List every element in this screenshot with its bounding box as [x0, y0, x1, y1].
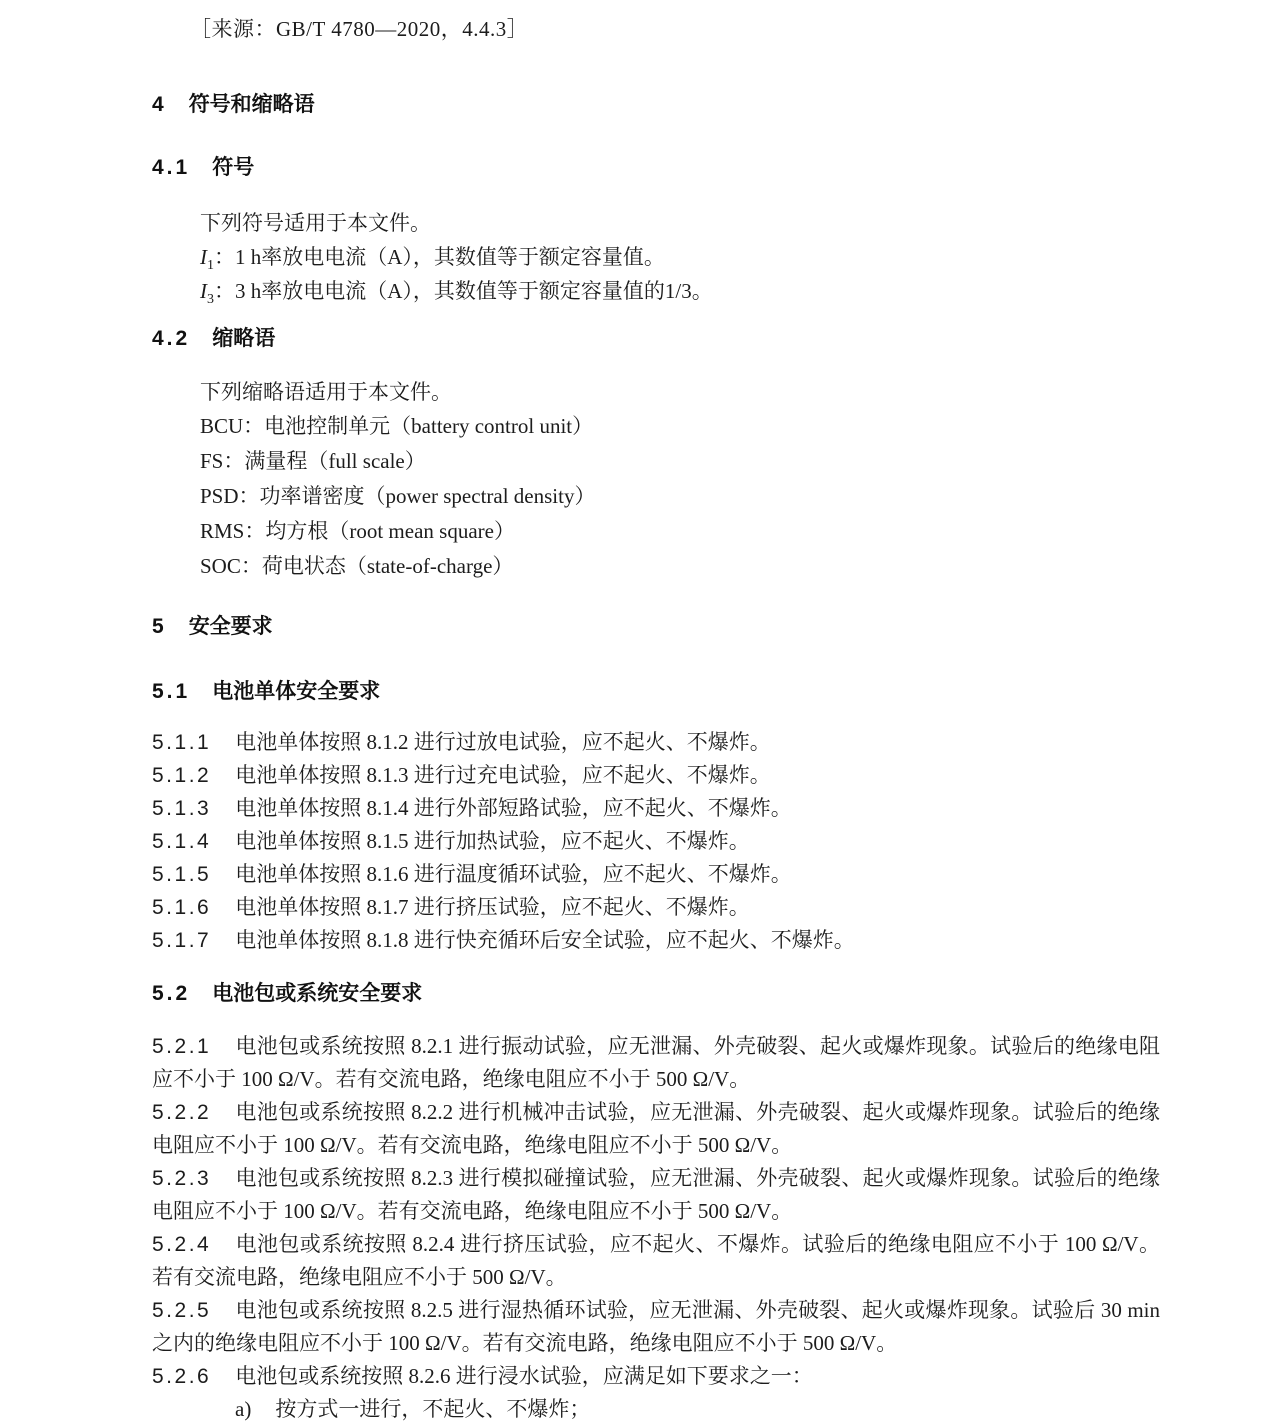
symbol-i1: I	[200, 245, 207, 269]
clause-number: 5.2.3	[152, 1167, 212, 1190]
clause-number: 5.1.6	[152, 896, 212, 919]
abbreviation-item: PSD：功率谱密度（power spectral density）	[200, 484, 596, 508]
section-4-1-number: 4.1	[152, 156, 191, 179]
clause-text: 电池单体按照 8.1.6 进行温度循环试验，应不起火、不爆炸。	[235, 862, 792, 886]
clause-number: 5.1.2	[152, 764, 212, 787]
symbol-i3: I	[200, 279, 207, 303]
clause-number: 5.1.1	[152, 731, 212, 754]
section-5-1-title: 电池单体安全要求	[212, 680, 381, 703]
section-5-2-title: 电池包或系统安全要求	[212, 982, 423, 1005]
subitem-text: 按方式一进行，不起火、不爆炸；	[275, 1397, 591, 1421]
clause	[152, 1360, 1160, 1393]
section-5-number: 5	[152, 615, 167, 638]
clause-text: 电池包或系统按照 8.2.5 进行湿热循环试验，应无泄漏、外壳破裂、起火或爆炸现象。试验后 30 min 之内的绝缘电阻应不小于 100 Ω/V。若有交流电路，绝缘电阻应不小于 500 Ω/V。	[152, 1298, 1160, 1355]
clause-text: 电池单体按照 8.1.4 进行外部短路试验，应不起火、不爆炸。	[235, 796, 792, 820]
clause-number: 5.2.4	[152, 1233, 212, 1256]
clause	[152, 1162, 1160, 1228]
section-5-2-heading	[152, 977, 1160, 1010]
clause	[152, 1294, 1160, 1360]
abbreviation-item: SOC：荷电状态（state-of-charge）	[200, 554, 514, 578]
clause-text: 电池包或系统按照 8.2.6 进行浸水试验，应满足如下要求之一：	[235, 1364, 813, 1388]
symbol-definition	[152, 240, 1160, 274]
section-4-1-title: 符号	[212, 156, 255, 179]
abbreviation-item: FS：满量程（full scale）	[200, 449, 426, 473]
symbols-intro: 下列符号适用于本文件。	[200, 211, 431, 235]
section-5-title: 安全要求	[188, 615, 273, 638]
clause	[152, 792, 1160, 825]
section-4-title: 符号和缩略语	[188, 93, 315, 116]
abbreviation-list	[152, 409, 1160, 584]
clause-list-5-2	[152, 1030, 1160, 1426]
section-5-heading	[152, 610, 1160, 643]
clause	[152, 825, 1160, 858]
clause-text: 电池单体按照 8.1.5 进行加热试验，应不起火、不爆炸。	[235, 829, 750, 853]
clause-text: 电池单体按照 8.1.7 进行挤压试验，应不起火、不爆炸。	[235, 895, 750, 919]
abbreviation-item: BCU：电池控制单元（battery control unit）	[200, 414, 594, 438]
clause-number: 5.2.5	[152, 1299, 212, 1322]
clause-number: 5.2.2	[152, 1101, 212, 1124]
clause-number: 5.2.6	[152, 1365, 212, 1388]
clause	[152, 1228, 1160, 1294]
clause	[152, 759, 1160, 792]
subitem-label: a)	[235, 1397, 252, 1421]
section-5-1-number: 5.1	[152, 680, 191, 703]
clause-text: 电池包或系统按照 8.2.1 进行振动试验，应无泄漏、外壳破裂、起火或爆炸现象。试验后的绝缘电阻应不小于 100 Ω/V。若有交流电路，绝缘电阻应不小于 500 Ω/V。	[152, 1034, 1160, 1091]
abbreviations-intro: 下列缩略语适用于本文件。	[200, 380, 452, 404]
clause-number: 5.1.5	[152, 863, 212, 886]
clause-text: 电池包或系统按照 8.2.4 进行挤压试验，应不起火、不爆炸。试验后的绝缘电阻应不小于 100 Ω/V。若有交流电路，绝缘电阻应不小于 500 Ω/V。	[152, 1232, 1160, 1289]
abbreviation-item: RMS：均方根（root mean square）	[200, 519, 515, 543]
clause	[152, 1030, 1160, 1096]
clause	[152, 858, 1160, 891]
symbol-definition	[152, 274, 1160, 308]
clause	[152, 924, 1160, 957]
clause-number: 5.2.1	[152, 1035, 212, 1058]
clause-number: 5.1.3	[152, 797, 212, 820]
clause-number: 5.1.4	[152, 830, 212, 853]
symbol-i1-subscript: 1	[207, 258, 214, 274]
section-4-1-heading	[152, 151, 1160, 184]
section-4-number: 4	[152, 93, 167, 116]
clause	[152, 1096, 1160, 1162]
clause-list-5-1	[152, 726, 1160, 957]
clause-text: 电池单体按照 8.1.2 进行过放电试验，应不起火、不爆炸。	[235, 730, 771, 754]
symbol-i1-description: ：1 h率放电电流（A），其数值等于额定容量值。	[214, 245, 665, 269]
symbol-i3-description: ：3 h率放电电流（A），其数值等于额定容量值的1/3。	[214, 279, 713, 303]
clause	[152, 726, 1160, 759]
section-4-2-title: 缩略语	[212, 327, 276, 350]
source-note: ［来源：GB/T 4780—2020，4.4.3］	[190, 17, 529, 41]
section-4-2-number: 4.2	[152, 327, 191, 350]
clause-text: 电池包或系统按照 8.2.3 进行模拟碰撞试验，应无泄漏、外壳破裂、起火或爆炸现象。试验后的绝缘电阻应不小于 100 Ω/V。若有交流电路，绝缘电阻应不小于 500 Ω/V。	[152, 1166, 1160, 1223]
symbol-i3-subscript: 3	[207, 292, 214, 308]
clause-subitem-a	[152, 1393, 1160, 1426]
section-4-2-heading	[152, 322, 1160, 355]
clause-text: 电池单体按照 8.1.8 进行快充循环后安全试验，应不起火、不爆炸。	[235, 928, 855, 952]
clause-text: 电池单体按照 8.1.3 进行过充电试验，应不起火、不爆炸。	[235, 763, 771, 787]
section-5-2-number: 5.2	[152, 982, 191, 1005]
clause-text: 电池包或系统按照 8.2.2 进行机械冲击试验，应无泄漏、外壳破裂、起火或爆炸现象。试验后的绝缘电阻应不小于 100 Ω/V。若有交流电路，绝缘电阻应不小于 500 Ω/V。	[152, 1100, 1160, 1157]
clause	[152, 891, 1160, 924]
clause-number: 5.1.7	[152, 929, 212, 952]
section-5-1-heading	[152, 675, 1160, 708]
section-4-heading	[152, 88, 1160, 121]
